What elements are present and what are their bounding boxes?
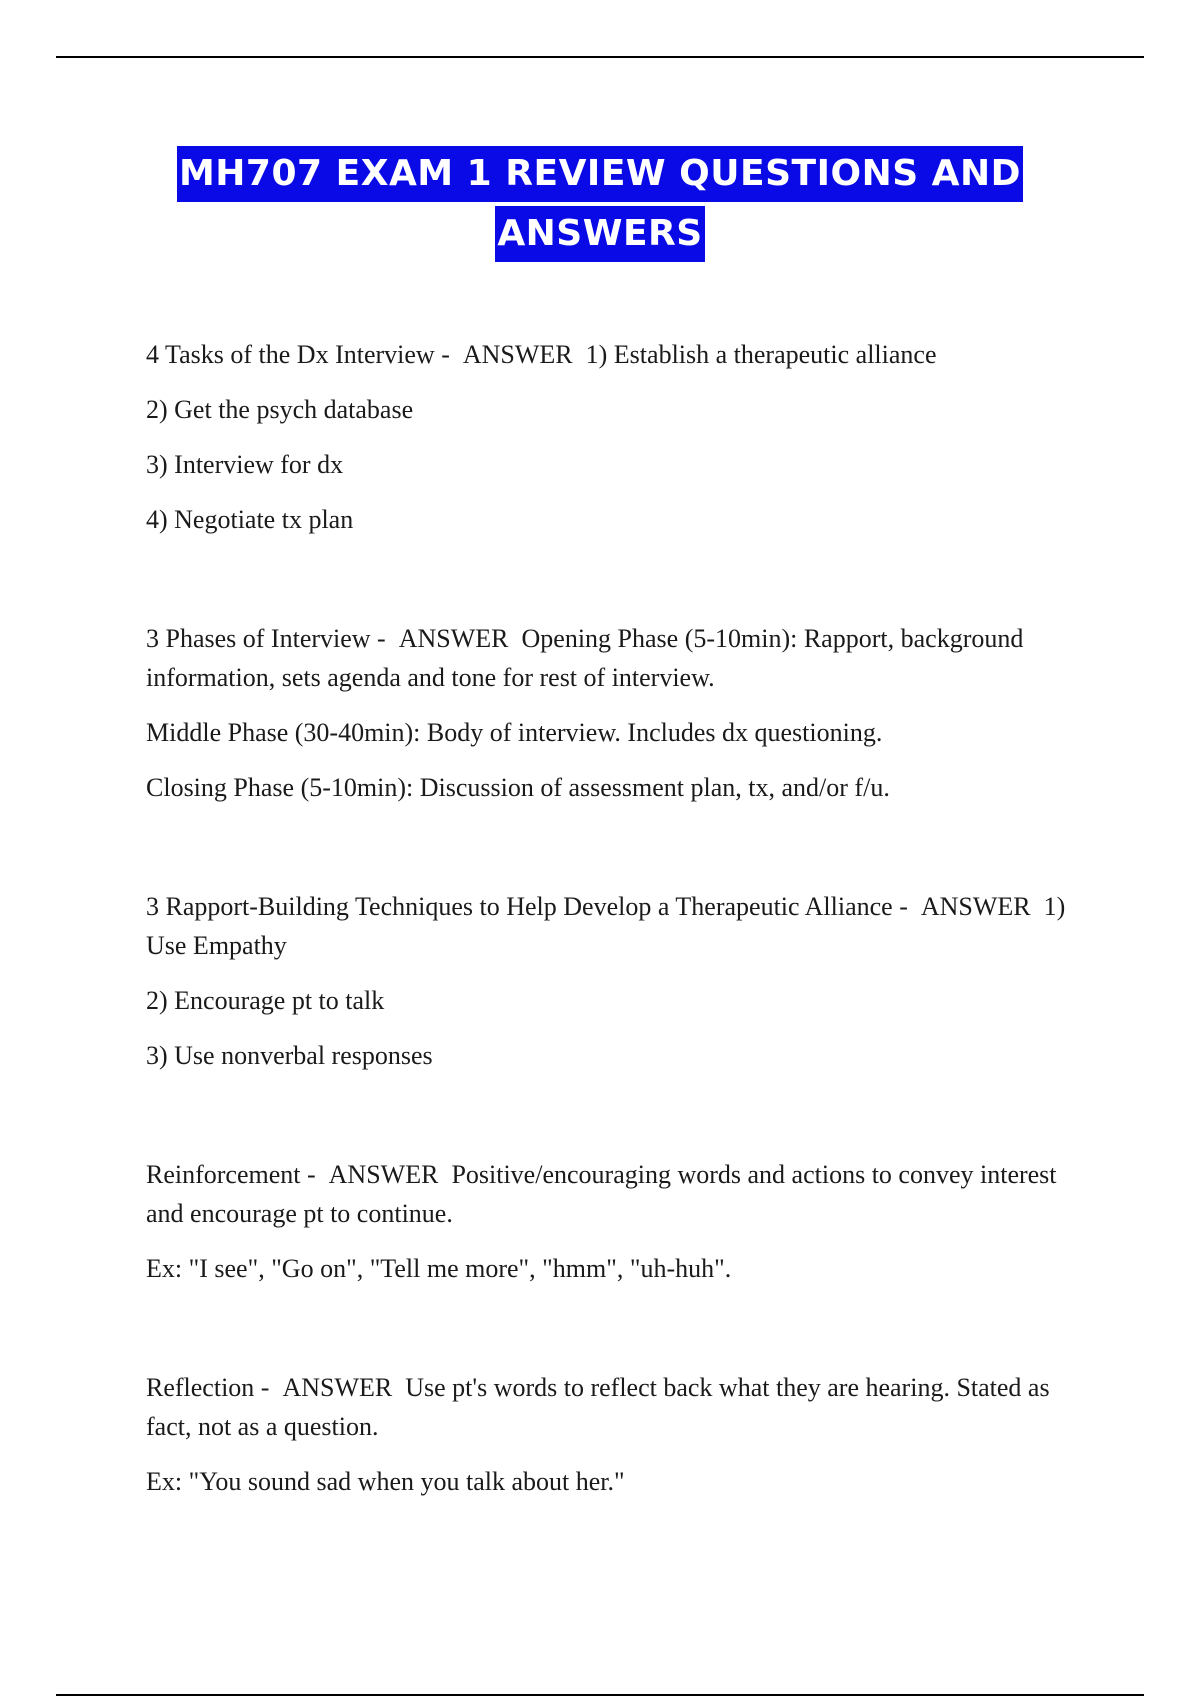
answer-marker: ANSWER — [398, 624, 509, 653]
question-text: 3 Rapport-Building Techniques to Help Develop a Therapeutic Alliance - — [146, 892, 908, 921]
answer-marker: ANSWER — [328, 1160, 439, 1189]
answer-line: 3) Interview for dx — [146, 450, 344, 479]
bottom-rule — [56, 1694, 1144, 1696]
document-title — [0, 146, 1200, 262]
question-text: 4 Tasks of the Dx Interview - — [146, 340, 450, 369]
qa-item — [146, 887, 1066, 1075]
qa-list — [146, 335, 1066, 1581]
answer-line: 2) Get the psych database — [146, 395, 414, 424]
answer-text: Opening Phase (5-10min): Rapport, background information, sets agenda and tone for rest of interview. — [146, 624, 1024, 692]
title-line-2: ANSWERS — [495, 206, 704, 262]
answer-line: 3) Use nonverbal responses — [146, 1041, 433, 1070]
qa-item — [146, 335, 1066, 539]
question-text: 3 Phases of Interview - — [146, 624, 386, 653]
answer-text: Use pt's words to reflect back what they are hearing. Stated as fact, not as a question. — [146, 1373, 1050, 1441]
answer-text: Positive/encouraging words and actions to convey interest and encourage pt to continue. — [146, 1160, 1057, 1228]
answer-marker: ANSWER — [920, 892, 1031, 921]
qa-item — [146, 1155, 1066, 1288]
qa-question-line — [146, 887, 1066, 965]
answer-line: Ex: "I see", "Go on", "Tell me more", "hmm", "uh-huh". — [146, 1254, 732, 1283]
top-rule — [56, 56, 1144, 58]
qa-item — [146, 619, 1066, 807]
title-line-1: MH707 EXAM 1 REVIEW QUESTIONS AND — [177, 146, 1023, 202]
answer-line: 4) Negotiate tx plan — [146, 505, 354, 534]
answer-marker: ANSWER — [282, 1373, 393, 1402]
question-text: Reinforcement - — [146, 1160, 316, 1189]
question-text: Reflection - — [146, 1373, 270, 1402]
qa-question-line — [146, 335, 1066, 374]
qa-item — [146, 1368, 1066, 1501]
answer-text: 1) Establish a therapeutic alliance — [585, 340, 937, 369]
qa-question-line — [146, 619, 1066, 697]
answer-line: 2) Encourage pt to talk — [146, 986, 385, 1015]
answer-marker: ANSWER — [462, 340, 573, 369]
answer-line: Closing Phase (5-10min): Discussion of assessment plan, tx, and/or f/u. — [146, 773, 890, 802]
qa-question-line — [146, 1155, 1066, 1233]
answer-line: Ex: "You sound sad when you talk about her." — [146, 1467, 625, 1496]
qa-question-line — [146, 1368, 1066, 1446]
answer-line: Middle Phase (30-40min): Body of interview. Includes dx questioning. — [146, 718, 883, 747]
answer-text: 1) Use Empathy — [146, 892, 1066, 960]
